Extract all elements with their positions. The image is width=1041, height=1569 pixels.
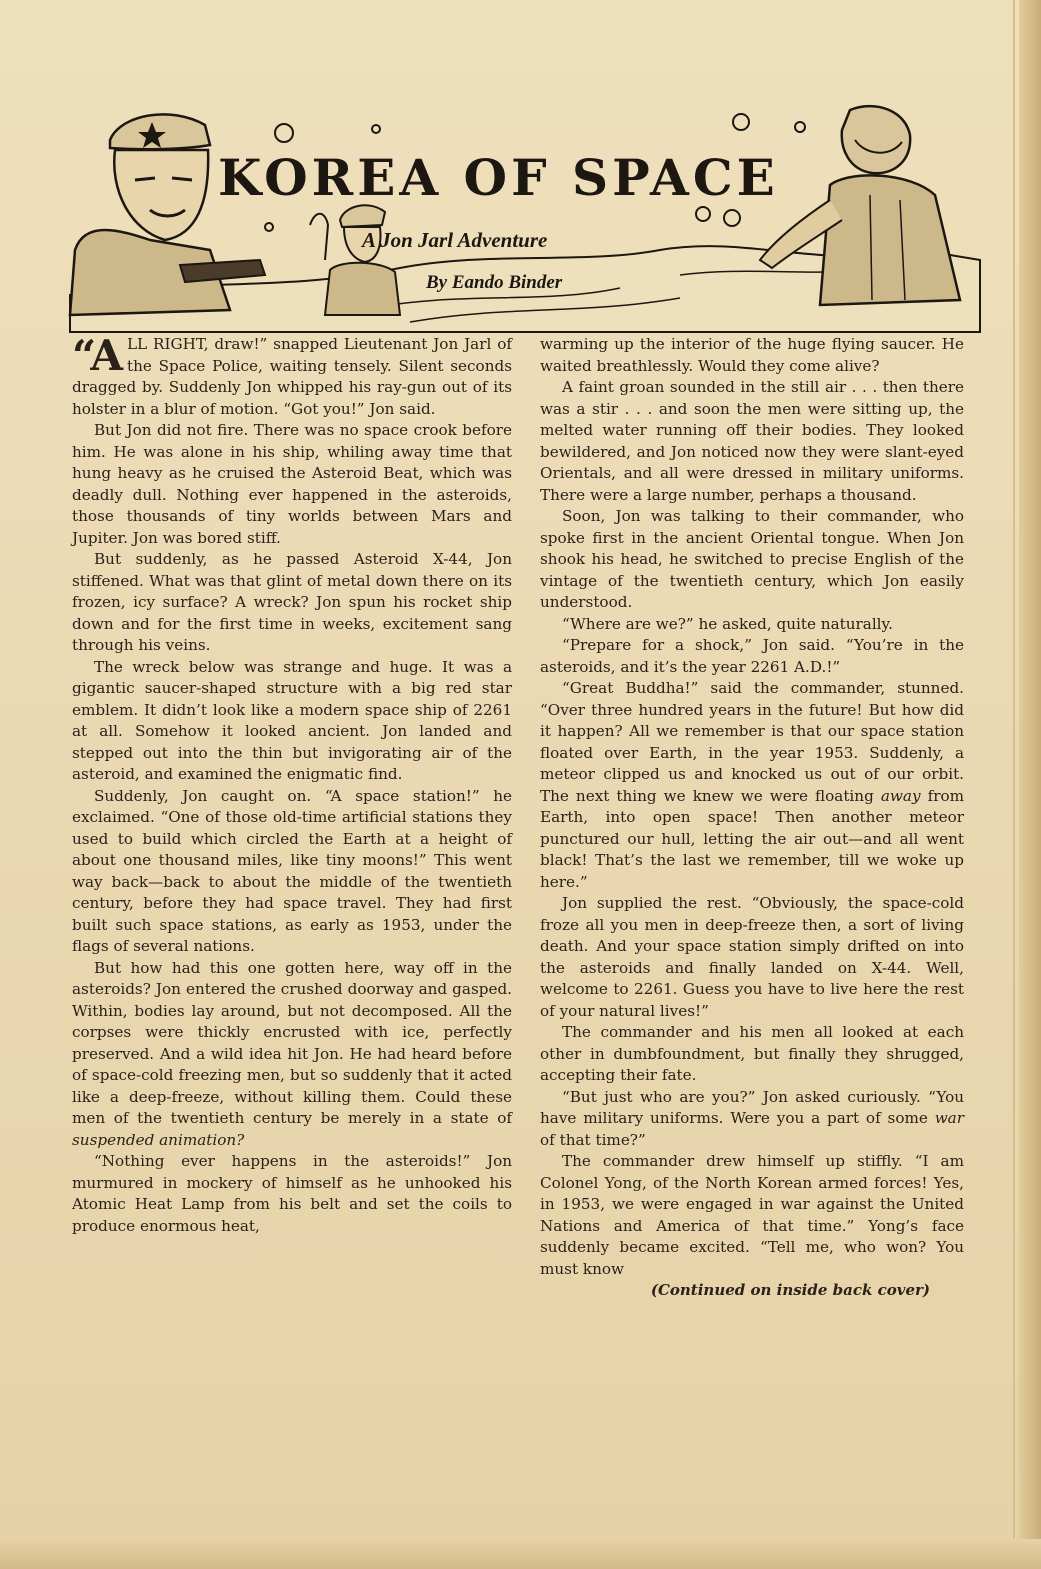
bubble-icon (724, 210, 740, 226)
bubble-icon (372, 125, 380, 133)
paragraph: warming up the interior of the huge flying saucer. He waited breathlessly. Would they come alive? (540, 335, 964, 375)
paragraph: The commander and his men all looked at each other in dumbfoundment, but finally they shrugged, accepting their fate. (540, 1023, 964, 1084)
paragraph-text: part of some (826, 1109, 935, 1127)
paragraph-text: But how had this one gotten here, way off in the asteroids? Jon entered the crushed doorway and gasped. Within, bodies lay around, but not decomposed. All the corpses were thickly encrusted with ice, perfectly preserved. And a wild idea hit Jon. He had heard before of space-cold freezing men, but so suddenly that it acted like a deep-freeze, without killing them. Could these men of the twentieth century be merely in a state of (72, 958, 512, 1127)
bubble-icon (265, 223, 273, 231)
bubble-icon (696, 207, 710, 221)
paragraph-text: of that time?” (540, 1130, 646, 1149)
page-edge-bottom (0, 1539, 1041, 1569)
paragraph: Suddenly, Jon caught on. “A space station!” he exclaimed. “One of those old-time artificial stations they used to build which circled the Earth at a height of about one thousand miles, like tiny moons!” This went way back—back to about the middle of the twentieth century, before they had space travel. They had first built such space stations, as early as 1953, under the flags of several nations. (72, 786, 512, 955)
bubble-icon (275, 124, 293, 142)
story-byline: By Eando Binder (426, 272, 563, 293)
paragraph: But suddenly, as he passed Asteroid X-44, Jon stiffened. What was that glint of metal down there on its frozen, icy surface? A wreck? Jon spun his rocket ship down and for the first time in weeks, excitement sang through his veins. (72, 550, 512, 654)
paragraph-text: “Great Buddha!” said the commander, stunned. “Over three hundred years in the future! But how did it happen? All we remember is that our space station floated over Earth, in the year 1953. Suddenly, a meteor clipped us and knocked us out of our orbit. The next thing we knew we were floating (540, 679, 964, 805)
paragraph: The commander drew himself up stiffly. “I am Colonel Yong, of the North Korean armed forces! Yes, in 1953, we were engaged in war against the United Nations and America of that time.” Yong’s face suddenly became excited. “Tell me, who won? You must know (540, 1152, 964, 1278)
italic-phrase: suspended animation? (72, 1130, 245, 1149)
paragraph: But Jon did not fire. There was no space crook before him. He was alone in his ship, whiling away time that hung heavy as he cruised the Asteroid Beat, which was deadly dull. Nothing ever happened in the asteroids, those thousands of tiny worlds between Mars and Jupiter. Jon was bored stiff. (72, 421, 512, 547)
paragraph: The wreck below was strange and huge. It was a gigantic saucer-shaped structure with a big red star emblem. It didn’t look like a modern space ship of 2261 at all. Somehow it looked ancient. Jon landed and stepped out into the thin but invigorating air of the asteroid, and examined the enigmatic find. (72, 657, 512, 783)
italic-word: war (934, 1109, 965, 1127)
paragraph (540, 1087, 964, 1152)
paragraph: A faint groan sounded in the still air . . . then there was a stir . . . and soon the men were sitting up, the melted water running off their bodies. They looked bewildered, and Jon noticed now they were slant-eyed Orientals, and all were dressed in military uniforms. There were a large number, perhaps a thousand. (540, 378, 964, 504)
right-column (540, 334, 964, 1302)
story-subtitle: A Jon Jarl Adventure (362, 228, 548, 252)
page-fold-line (1013, 0, 1015, 1540)
story-header (60, 100, 990, 340)
italic-word: away (880, 786, 921, 805)
paragraph: “Prepare for a shock,” Jon said. “You’re in the asteroids, and it’s the year 2261 A.D.!” (540, 636, 964, 676)
continued-note: (Continued on inside back cover) (650, 1281, 930, 1299)
paragraph (72, 958, 512, 1152)
paragraph: “ALL RIGHT, draw!” snapped Lieutenant Jon Jarl of the Space Police, waiting tensely. Silent seconds dragged by. Suddenly Jon whipped his ray-gun out of its holster in a blur of motion. “Got you!” Jon said. (72, 331, 512, 418)
paragraph: Jon supplied the rest. “Obviously, the space-cold froze all you men in deep-freeze then, a sort of living death. And your space station simply drifted on into the asteroids and finally landed on X-44. Well, welcome to 2261. Guess you have to live here the rest of your natural lives!” (540, 894, 964, 1020)
header-illustration (60, 100, 990, 340)
bubble-icon (795, 122, 805, 132)
left-column (72, 331, 512, 1237)
story-title: KOREA OF SPACE (218, 148, 779, 207)
paragraph-text: from Earth, into open space! Then another meteor punctured our hull, letting the air out—and all went black! That’s the last we remember, till we woke up here.” (540, 786, 965, 891)
bubble-icon (733, 114, 749, 130)
paragraph: “Where are we?” he asked, quite naturally. (562, 614, 893, 633)
paragraph (540, 678, 964, 893)
paragraph: Soon, Jon was talking to their commander, who spoke first in the ancient Oriental tongue. When Jon shook his head, he switched to precise English of the vintage of the twentieth century, which Jon easily understood. (540, 507, 964, 611)
page-edge-right (1019, 0, 1041, 1569)
paragraph: “Nothing ever happens in the asteroids!” Jon murmured in mockery of himself as he unhooked his Atomic Heat Lamp from his belt and set the coils to produce enormous heat, (72, 1152, 512, 1235)
paragraph-text: “But just who are you?” Jon asked curiously. “You have military uniforms. Were you a (540, 1087, 964, 1127)
